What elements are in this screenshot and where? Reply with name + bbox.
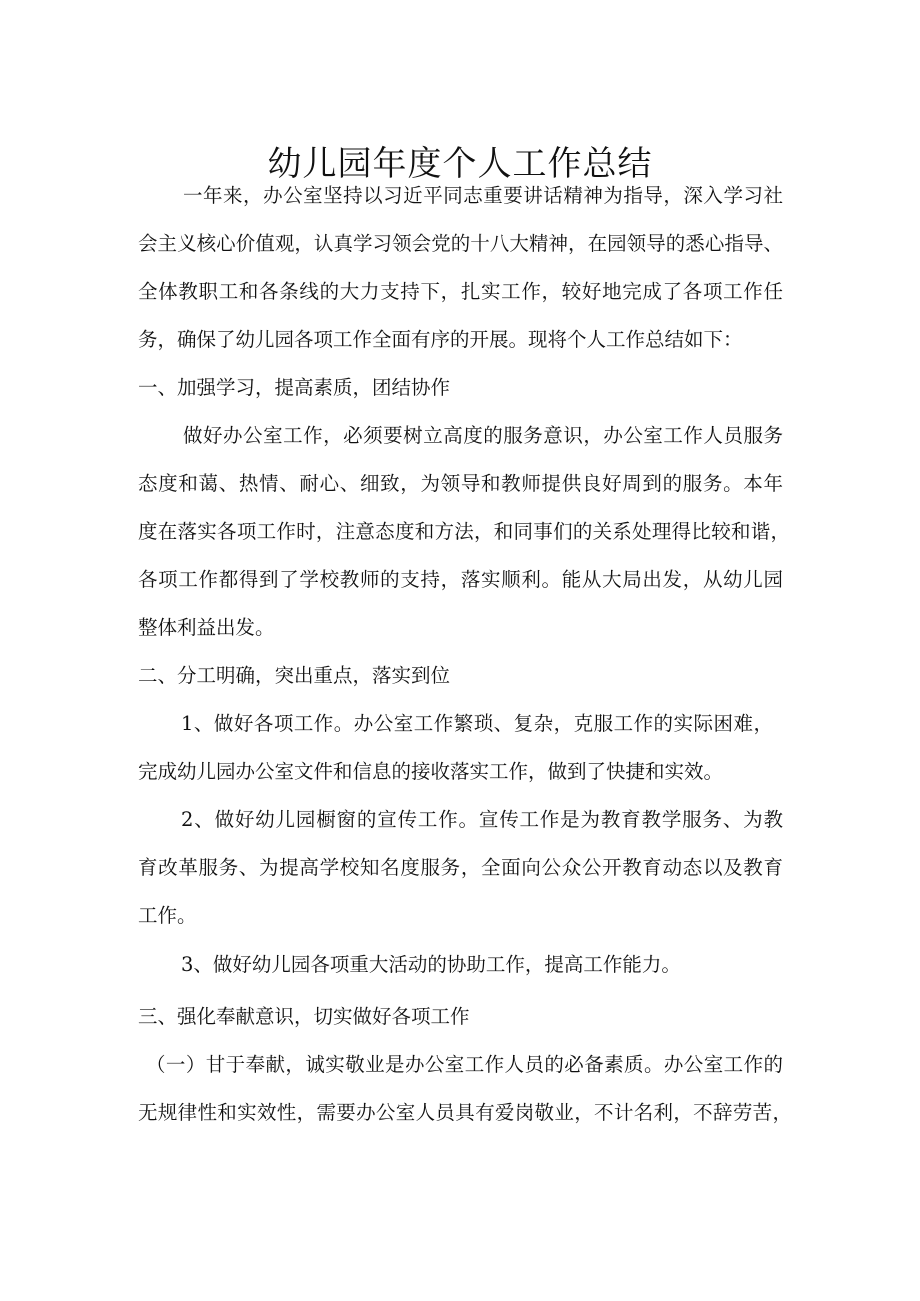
paragraph-line: 2、做好幼儿园橱窗的宣传工作。宣传工作是为教育教学服务、为教 — [181, 808, 783, 831]
paragraph-line: （一）甘于奉献，诚实敬业是办公室工作人员的必备素质。办公室工作的 — [146, 1053, 783, 1076]
document-title: 幼儿园年度个人工作总结 — [267, 143, 653, 184]
section-heading: 三、强化奉献意识，切实做好各项工作 — [138, 1005, 470, 1028]
section-heading: 二、分工明确，突出重点，落实到位 — [138, 664, 451, 687]
section-heading: 一、加强学习，提高素质，团结协作 — [138, 376, 451, 399]
paragraph-line: 做好办公室工作，必须要树立高度的服务意识，办公室工作人员服务 — [183, 424, 783, 447]
paragraph-line: 工作。 — [138, 904, 197, 927]
paragraph-line: 会主义核心价值观，认真学习领会党的十八大精神，在园领导的悉心指导、 — [138, 232, 783, 255]
paragraph-line: 完成幼儿园办公室文件和信息的接收落实工作，做到了快捷和实效。 — [138, 760, 724, 783]
paragraph-line: 无规律性和实效性，需要办公室人员具有爱岗敬业，不计名利，不辞劳苦， — [138, 1101, 792, 1124]
paragraph-line: 育改革服务、为提高学校知名度服务，全面向公众公开教育动态以及教育 — [138, 856, 783, 879]
paragraph-line: 全体教职工和各条线的大力支持下，扎实工作，较好地完成了各项工作任 — [138, 280, 783, 303]
paragraph-line: 整体利益出发。 — [138, 616, 275, 639]
paragraph-line: 度在落实各项工作时，注意态度和方法，和同事们的关系处理得比较和谐， — [138, 520, 790, 543]
paragraph-line: 态度和蔼、热情、耐心、细致，为领导和教师提供良好周到的服务。本年 — [138, 472, 783, 495]
paragraph-line: 一年来，办公室坚持以习近平同志重要讲话精神为指导，深入学习社 — [183, 184, 783, 207]
paragraph-line: 1、做好各项工作。办公室工作繁琐、复杂，克服工作的实际困难， — [181, 712, 773, 735]
paragraph-line: 各项工作都得到了学校教师的支持，落实顺利。能从大局出发，从幼儿园 — [138, 568, 783, 591]
paragraph-line: 3、做好幼儿园各项重大活动的协助工作，提高工作能力。 — [181, 953, 681, 976]
paragraph-line: 务，确保了幼儿园各项工作全面有序的开展。现将个人工作总结如下： — [138, 328, 743, 351]
